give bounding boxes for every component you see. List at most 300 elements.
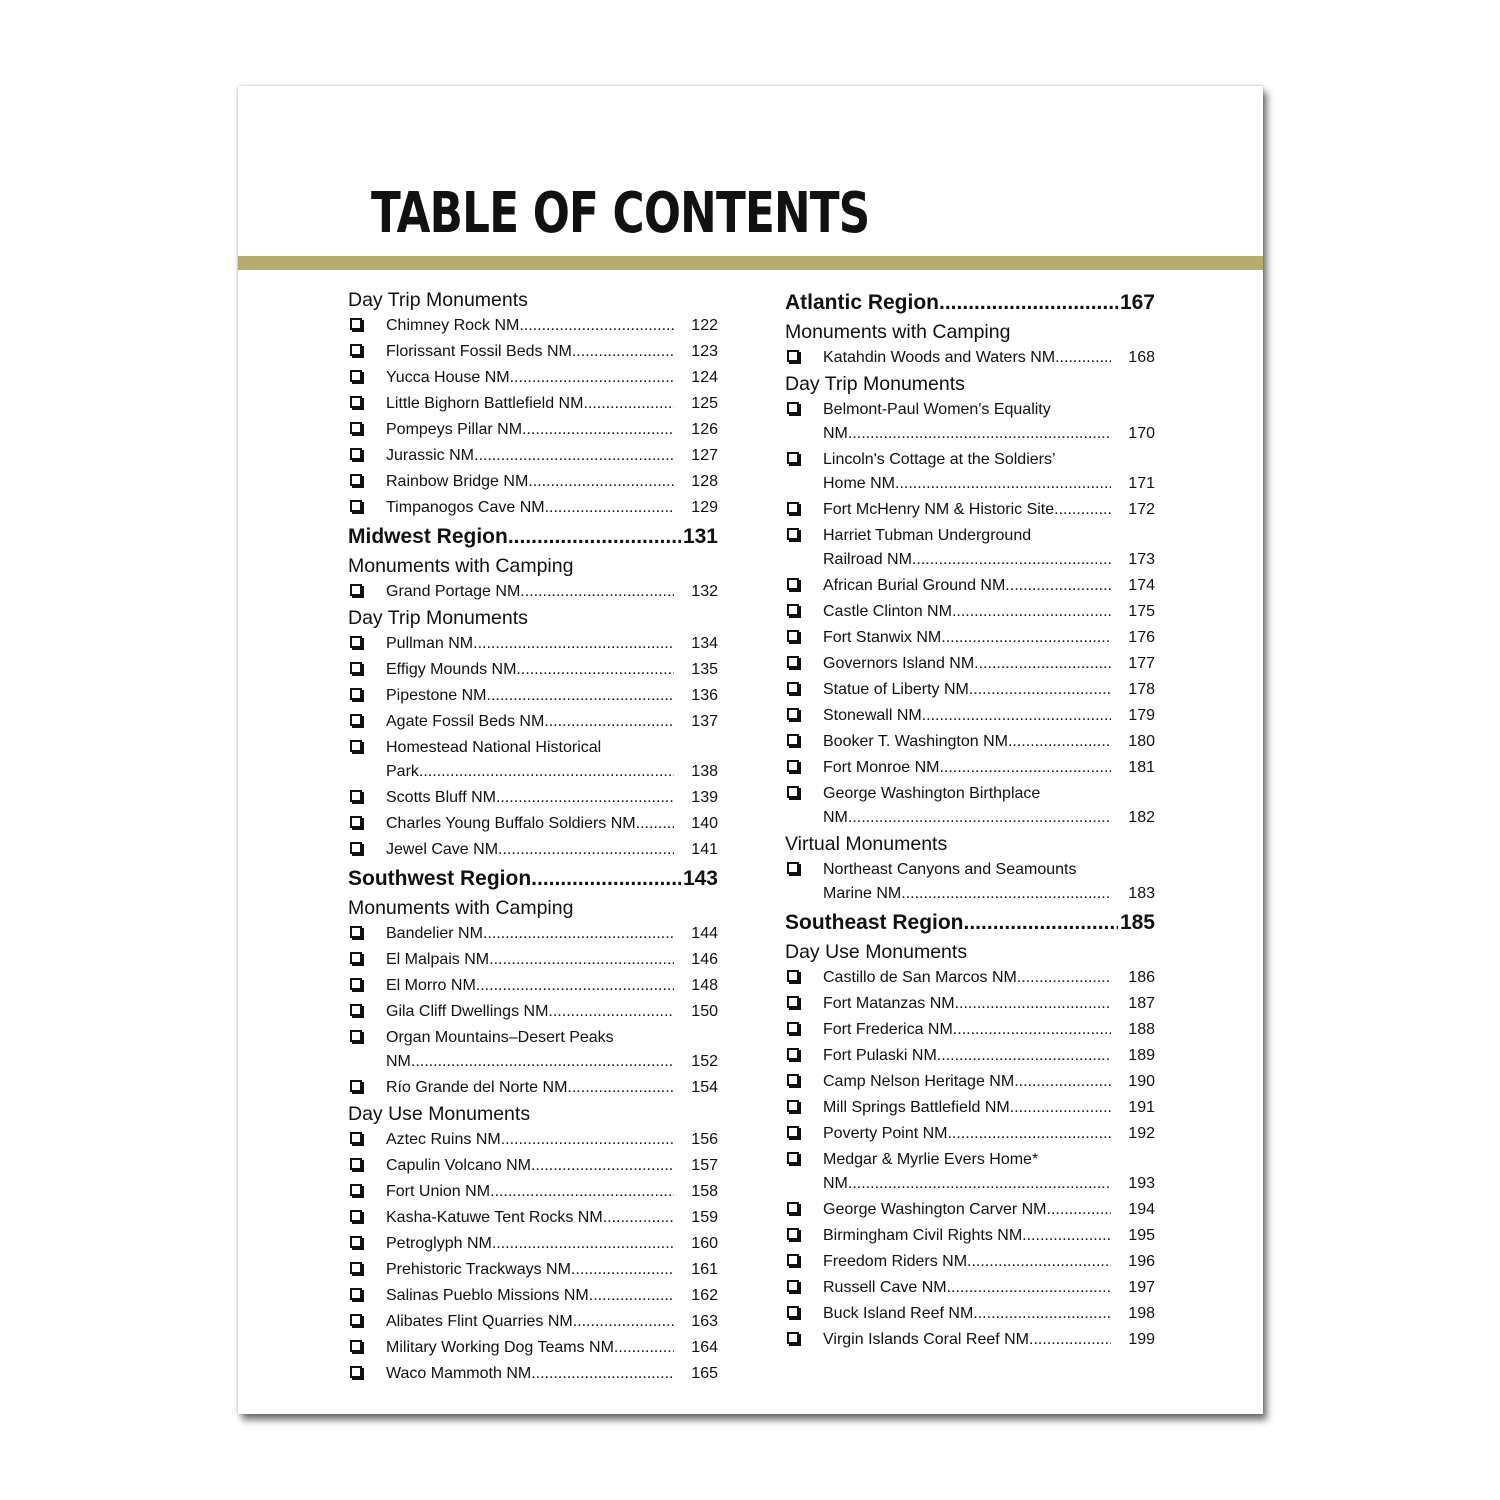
entry-text	[823, 1250, 1111, 1274]
dot-leader	[1017, 966, 1111, 990]
toc-entry	[348, 837, 718, 863]
entry-name: Gila Cliff Dwellings NM	[386, 1003, 549, 1020]
checkbox-icon[interactable]	[787, 786, 799, 798]
checkbox-icon[interactable]	[350, 790, 362, 802]
entry-page-number: 164	[691, 1339, 718, 1356]
entry-name: Castillo de San Marcos NM	[823, 969, 1017, 986]
toc-entry	[348, 709, 718, 735]
checkbox-icon[interactable]	[787, 1332, 799, 1344]
toc-entry	[348, 1231, 718, 1257]
checkbox-icon[interactable]	[787, 604, 799, 616]
entry-text	[823, 1224, 1111, 1248]
toc-entry	[348, 1075, 718, 1101]
dot-leader	[952, 600, 1111, 624]
entry-page-number: 148	[691, 977, 718, 994]
entry-page-number: 181	[1128, 759, 1155, 776]
entry-text	[823, 966, 1111, 990]
entry-text	[386, 1076, 674, 1100]
toc-entry	[348, 365, 718, 391]
entry-text	[386, 1026, 674, 1074]
toc-entry	[348, 1283, 718, 1309]
dot-leader	[411, 1050, 674, 1074]
toc-entry	[785, 991, 1155, 1017]
entry-name: Jewel Cave NM	[386, 841, 499, 858]
entry-name: Military Working Dog Teams NM	[386, 1339, 614, 1356]
toc-column-left	[348, 287, 718, 1387]
entry-text	[386, 838, 674, 862]
dot-leader	[419, 760, 674, 784]
toc-entry	[785, 651, 1155, 677]
entry-text	[823, 1070, 1111, 1094]
entry-page-number: 124	[691, 369, 718, 386]
toc-entry	[348, 1361, 718, 1387]
checkbox-icon[interactable]	[350, 1184, 362, 1196]
entry-page-number: 190	[1128, 1073, 1155, 1090]
entry-name: Mill Springs Battlefield NM	[823, 1099, 1010, 1116]
entry-name-line-2-row	[823, 422, 1111, 446]
dot-leader	[531, 863, 681, 895]
dot-leader	[520, 580, 674, 604]
entry-name: Freedom Riders NM	[823, 1253, 968, 1270]
dot-leader	[848, 1172, 1111, 1196]
entry-page-number: 179	[1128, 707, 1155, 724]
section-heading: Day Trip Monuments	[785, 373, 965, 395]
toc-entry	[348, 469, 718, 495]
checkbox-icon[interactable]	[787, 1152, 799, 1164]
entry-page-number: 196	[1128, 1253, 1155, 1270]
entry-name: Virgin Islands Coral Reef NM	[823, 1331, 1030, 1348]
checkbox-icon[interactable]	[350, 1340, 362, 1352]
entry-page-number: 158	[691, 1183, 718, 1200]
checkbox-icon[interactable]	[787, 1100, 799, 1112]
checkbox-icon[interactable]	[350, 500, 362, 512]
checkbox-icon[interactable]	[350, 370, 362, 382]
checkbox-icon[interactable]	[350, 474, 362, 486]
toc-entry	[348, 1309, 718, 1335]
toc-entry	[785, 677, 1155, 703]
checkbox-icon[interactable]	[350, 842, 362, 854]
entry-page-number: 191	[1128, 1099, 1155, 1116]
entry-name: Charles Young Buffalo Soldiers NM	[386, 815, 636, 832]
entry-name-line-2-row	[823, 1172, 1111, 1196]
entry-text	[823, 704, 1111, 728]
entry-text	[386, 632, 674, 656]
toc-entry	[348, 1127, 718, 1153]
entry-page-number: 141	[691, 841, 718, 858]
checkbox-icon[interactable]	[350, 1210, 362, 1222]
toc-entry	[785, 857, 1155, 907]
toc-entry	[348, 1025, 718, 1075]
entry-text	[823, 600, 1111, 624]
entry-name: Pompeys Pillar NM	[386, 421, 523, 438]
entry-name-line-2-row	[823, 548, 1111, 572]
entry-name: Prehistoric Trackways NM	[386, 1261, 571, 1278]
entry-page-number: 122	[691, 317, 718, 334]
entry-page-number: 134	[691, 635, 718, 652]
section-heading: Day Trip Monuments	[348, 289, 528, 311]
toc-entry	[348, 973, 718, 999]
checkbox-icon[interactable]	[787, 734, 799, 746]
entry-page-number: 180	[1128, 733, 1155, 750]
entry-name-line-1: Organ Mountains–Desert Peaks	[386, 1029, 614, 1046]
dot-leader	[519, 314, 674, 338]
toc-entry	[785, 345, 1155, 371]
entry-name: Russell Cave NM	[823, 1279, 947, 1296]
entry-name-line-2: NM	[823, 809, 848, 826]
entry-page-number: 160	[691, 1235, 718, 1252]
toc-entry	[785, 1069, 1155, 1095]
entry-name: Buck Island Reef NM	[823, 1305, 974, 1322]
toc-entry	[348, 735, 718, 785]
entry-page-number: 163	[691, 1313, 718, 1330]
page-title: TABLE OF CONTENTS	[371, 181, 870, 246]
checkbox-icon[interactable]	[787, 402, 799, 414]
entry-name-line-2-row	[823, 472, 1111, 496]
toc-entry	[348, 811, 718, 837]
entry-name-line-2: Park	[386, 763, 419, 780]
entry-page-number: 129	[691, 499, 718, 516]
entry-name: George Washington Carver NM	[823, 1201, 1047, 1218]
dot-leader	[483, 922, 674, 946]
checkbox-icon[interactable]	[350, 688, 362, 700]
entry-name-line-2: NM	[823, 425, 848, 442]
toc-entry	[785, 523, 1155, 573]
toc-entry	[348, 999, 718, 1025]
checkbox-icon[interactable]	[350, 448, 362, 460]
entry-page-number: 157	[691, 1157, 718, 1174]
dot-leader	[476, 974, 674, 998]
toc-entry	[348, 579, 718, 605]
dot-leader	[510, 366, 674, 390]
checkbox-icon[interactable]	[350, 816, 362, 828]
entry-text	[386, 1258, 674, 1282]
checkbox-icon[interactable]	[787, 528, 799, 540]
entry-text	[823, 730, 1111, 754]
region-title: Southeast Region	[785, 911, 964, 934]
title-rule	[238, 256, 1263, 270]
toc-entry	[785, 1147, 1155, 1197]
toc-entry	[785, 625, 1155, 651]
entry-name-line-2: Railroad NM	[823, 551, 912, 568]
dot-leader	[1010, 1096, 1111, 1120]
entry-text	[823, 398, 1111, 446]
dot-leader	[848, 422, 1111, 446]
checkbox-icon[interactable]	[787, 1306, 799, 1318]
dot-leader	[1008, 730, 1111, 754]
entry-page-number: 152	[691, 1053, 718, 1070]
checkbox-icon[interactable]	[787, 1074, 799, 1086]
entry-name: Scotts Bluff NM	[386, 789, 496, 806]
dot-leader	[548, 1000, 674, 1024]
dot-leader	[516, 658, 674, 682]
checkbox-icon[interactable]	[787, 1280, 799, 1292]
entry-name: Fort Union NM	[386, 1183, 491, 1200]
toc-entry	[348, 921, 718, 947]
entry-page-number: 171	[1128, 475, 1155, 492]
dot-leader	[572, 340, 674, 364]
section-heading: Monuments with Camping	[785, 321, 1011, 343]
entry-name: Stonewall NM	[823, 707, 922, 724]
checkbox-icon[interactable]	[350, 1236, 362, 1248]
entry-name: Castle Clinton NM	[823, 603, 952, 620]
checkbox-icon[interactable]	[350, 344, 362, 356]
dot-leader	[1005, 574, 1111, 598]
checkbox-icon[interactable]	[787, 452, 799, 464]
entry-name: Pullman NM	[386, 635, 474, 652]
entry-name: Petroglyph NM	[386, 1235, 492, 1252]
entry-page-number: 146	[691, 951, 718, 968]
entry-name: Statue of Liberty NM	[823, 681, 969, 698]
dot-leader	[941, 626, 1111, 650]
toc-entry	[348, 495, 718, 521]
checkbox-icon[interactable]	[350, 926, 362, 938]
checkbox-icon[interactable]	[350, 1262, 362, 1274]
toc-column-right	[785, 287, 1155, 1353]
region-heading	[348, 521, 718, 553]
toc-entry	[785, 1095, 1155, 1121]
entry-page-number: 187	[1128, 995, 1155, 1012]
checkbox-icon[interactable]	[350, 740, 362, 752]
entry-name-line-2: Marine NM	[823, 885, 902, 902]
entry-text	[823, 524, 1111, 572]
entry-name: Agate Fossil Beds NM	[386, 713, 545, 730]
checkbox-icon[interactable]	[350, 1366, 362, 1378]
checkbox-icon[interactable]	[787, 996, 799, 1008]
entry-text	[386, 580, 674, 604]
entry-page-number: 165	[691, 1365, 718, 1382]
dot-leader	[531, 1362, 674, 1386]
checkbox-icon[interactable]	[787, 656, 799, 668]
entry-name: Booker T. Washington NM	[823, 733, 1008, 750]
toc-entry	[348, 339, 718, 365]
section-heading: Virtual Monuments	[785, 833, 948, 855]
section-heading: Monuments with Camping	[348, 897, 574, 919]
toc-entry	[785, 599, 1155, 625]
entry-text	[823, 1096, 1111, 1120]
entry-page-number: 173	[1128, 551, 1155, 568]
dot-leader	[969, 678, 1111, 702]
checkbox-icon[interactable]	[787, 1254, 799, 1266]
checkbox-icon[interactable]	[350, 1132, 362, 1144]
entry-text	[823, 1198, 1111, 1222]
toc-entry	[348, 1153, 718, 1179]
checkbox-icon[interactable]	[787, 708, 799, 720]
entry-name: Fort Frederica NM	[823, 1021, 953, 1038]
toc-entry	[785, 1121, 1155, 1147]
entry-page-number: 194	[1128, 1201, 1155, 1218]
entry-page-number: 183	[1128, 885, 1155, 902]
entry-text	[823, 448, 1111, 496]
toc-entry	[785, 447, 1155, 497]
checkbox-icon[interactable]	[350, 1004, 362, 1016]
checkbox-icon[interactable]	[350, 714, 362, 726]
dot-leader	[895, 472, 1111, 496]
checkbox-icon[interactable]	[787, 502, 799, 514]
entry-name: Capulin Volcano NM	[386, 1157, 531, 1174]
dot-leader	[636, 812, 674, 836]
entry-text	[386, 1206, 674, 1230]
dot-leader	[528, 470, 674, 494]
checkbox-icon[interactable]	[350, 952, 362, 964]
checkbox-icon[interactable]	[787, 350, 799, 362]
checkbox-icon[interactable]	[787, 630, 799, 642]
checkbox-icon[interactable]	[350, 1158, 362, 1170]
checkbox-icon[interactable]	[787, 760, 799, 772]
checkbox-icon[interactable]	[350, 978, 362, 990]
entry-page-number: 159	[691, 1209, 718, 1226]
dot-leader	[583, 392, 674, 416]
entry-name: Birmingham Civil Rights NM	[823, 1227, 1023, 1244]
toc-entry	[785, 1301, 1155, 1327]
entry-name: El Malpais NM	[386, 951, 490, 968]
entry-name: Aztec Ruins NM	[386, 1131, 501, 1148]
dot-leader	[501, 1128, 674, 1152]
dot-leader	[964, 907, 1118, 939]
entry-text	[386, 684, 674, 708]
dot-leader	[939, 287, 1118, 319]
entry-name-line-1: George Washington Birthplace	[823, 785, 1041, 802]
entry-text	[823, 1302, 1111, 1326]
checkbox-icon[interactable]	[787, 1022, 799, 1034]
checkbox-icon[interactable]	[787, 1228, 799, 1240]
entry-name: Salinas Pueblo Missions NM	[386, 1287, 589, 1304]
entry-name-line-2: Home NM	[823, 475, 896, 492]
entry-text	[386, 1180, 674, 1204]
entry-name: Katahdin Woods and Waters NM	[823, 349, 1056, 366]
checkbox-icon[interactable]	[787, 1126, 799, 1138]
entry-text	[823, 1018, 1111, 1042]
checkbox-icon[interactable]	[787, 1202, 799, 1214]
entry-page-number: 139	[691, 789, 718, 806]
entry-name-line-2: NM	[823, 1175, 848, 1192]
entry-text	[386, 1128, 674, 1152]
toc-entry	[348, 1257, 718, 1283]
entry-page-number: 132	[691, 583, 718, 600]
dot-leader	[544, 710, 674, 734]
entry-name-line-2-row	[386, 760, 674, 784]
entry-page-number: 177	[1128, 655, 1155, 672]
entry-page-number: 189	[1128, 1047, 1155, 1064]
entry-text	[823, 652, 1111, 676]
entry-page-number: 125	[691, 395, 718, 412]
toc-entry	[348, 1205, 718, 1231]
dot-leader	[473, 632, 674, 656]
entry-name-line-2-row	[823, 806, 1111, 830]
dot-leader	[1014, 1070, 1111, 1094]
checkbox-icon[interactable]	[350, 1030, 362, 1042]
entry-text	[386, 1362, 674, 1386]
entry-name: Fort Monroe NM	[823, 759, 940, 776]
section-heading: Monuments with Camping	[348, 555, 574, 577]
entry-text	[823, 782, 1111, 830]
toc-entry	[785, 755, 1155, 781]
checkbox-icon[interactable]	[350, 422, 362, 434]
entry-page-number: 138	[691, 763, 718, 780]
entry-page-number: 161	[691, 1261, 718, 1278]
dot-leader	[489, 948, 674, 972]
checkbox-icon[interactable]	[787, 682, 799, 694]
toc-entry	[348, 391, 718, 417]
checkbox-icon[interactable]	[787, 578, 799, 590]
region-title: Atlantic Region	[785, 291, 940, 314]
entry-text	[823, 626, 1111, 650]
toc-entry	[348, 947, 718, 973]
entry-text	[823, 678, 1111, 702]
dot-leader	[901, 882, 1111, 906]
checkbox-icon[interactable]	[350, 1314, 362, 1326]
dot-leader	[567, 1076, 674, 1100]
entry-name: Kasha-Katuwe Tent Rocks NM	[386, 1209, 603, 1226]
entry-text	[386, 496, 674, 520]
entry-name: Río Grande del Norte NM	[386, 1079, 568, 1096]
checkbox-icon[interactable]	[350, 584, 362, 596]
entry-page-number: 144	[691, 925, 718, 942]
dot-leader	[614, 1336, 674, 1360]
entry-page-number: 156	[691, 1131, 718, 1148]
entry-text	[386, 710, 674, 734]
checkbox-icon[interactable]	[350, 1080, 362, 1092]
entry-text	[823, 1122, 1111, 1146]
dot-leader	[490, 1180, 674, 1204]
entry-name: Alibates Flint Quarries NM	[386, 1313, 573, 1330]
entry-page-number: 135	[691, 661, 718, 678]
dot-leader	[973, 1302, 1111, 1326]
dot-leader	[974, 652, 1111, 676]
entry-name: Grand Portage NM	[386, 583, 521, 600]
toc-entry	[785, 1043, 1155, 1069]
checkbox-icon[interactable]	[350, 662, 362, 674]
entry-text	[823, 498, 1111, 522]
entry-name: Jurassic NM	[386, 447, 475, 464]
entry-text	[823, 574, 1111, 598]
toc-entry	[785, 397, 1155, 447]
region-page-number: 131	[682, 525, 718, 548]
checkbox-icon[interactable]	[350, 396, 362, 408]
entry-name: Fort McHenry NM & Historic Site	[823, 501, 1055, 518]
entry-text	[386, 366, 674, 390]
checkbox-icon[interactable]	[350, 636, 362, 648]
checkbox-icon[interactable]	[350, 1288, 362, 1300]
entry-name-line-1: Homestead National Historical	[386, 739, 602, 756]
checkbox-icon[interactable]	[787, 970, 799, 982]
entry-text	[386, 812, 674, 836]
entry-text	[823, 1044, 1111, 1068]
entry-page-number: 127	[691, 447, 718, 464]
region-title: Southwest Region	[348, 867, 532, 890]
dot-leader	[474, 444, 674, 468]
entry-text	[386, 1154, 674, 1178]
dot-leader	[487, 684, 675, 708]
entry-page-number: 192	[1128, 1125, 1155, 1142]
entry-page-number: 170	[1128, 425, 1155, 442]
entry-text	[823, 1328, 1111, 1352]
dot-leader	[955, 992, 1111, 1016]
dot-leader	[922, 704, 1111, 728]
entry-page-number: 136	[691, 687, 718, 704]
checkbox-icon[interactable]	[787, 1048, 799, 1060]
entry-page-number: 123	[691, 343, 718, 360]
entry-text	[823, 1276, 1111, 1300]
checkbox-icon[interactable]	[350, 318, 362, 330]
entry-page-number: 176	[1128, 629, 1155, 646]
checkbox-icon[interactable]	[787, 862, 799, 874]
entry-name: Rainbow Bridge NM	[386, 473, 529, 490]
entry-name: Effigy Mounds NM	[386, 661, 517, 678]
entry-name-line-1: Northeast Canyons and Seamounts	[823, 861, 1077, 878]
entry-text	[386, 1284, 674, 1308]
entry-page-number: 195	[1128, 1227, 1155, 1244]
entry-name: Poverty Point NM	[823, 1125, 948, 1142]
